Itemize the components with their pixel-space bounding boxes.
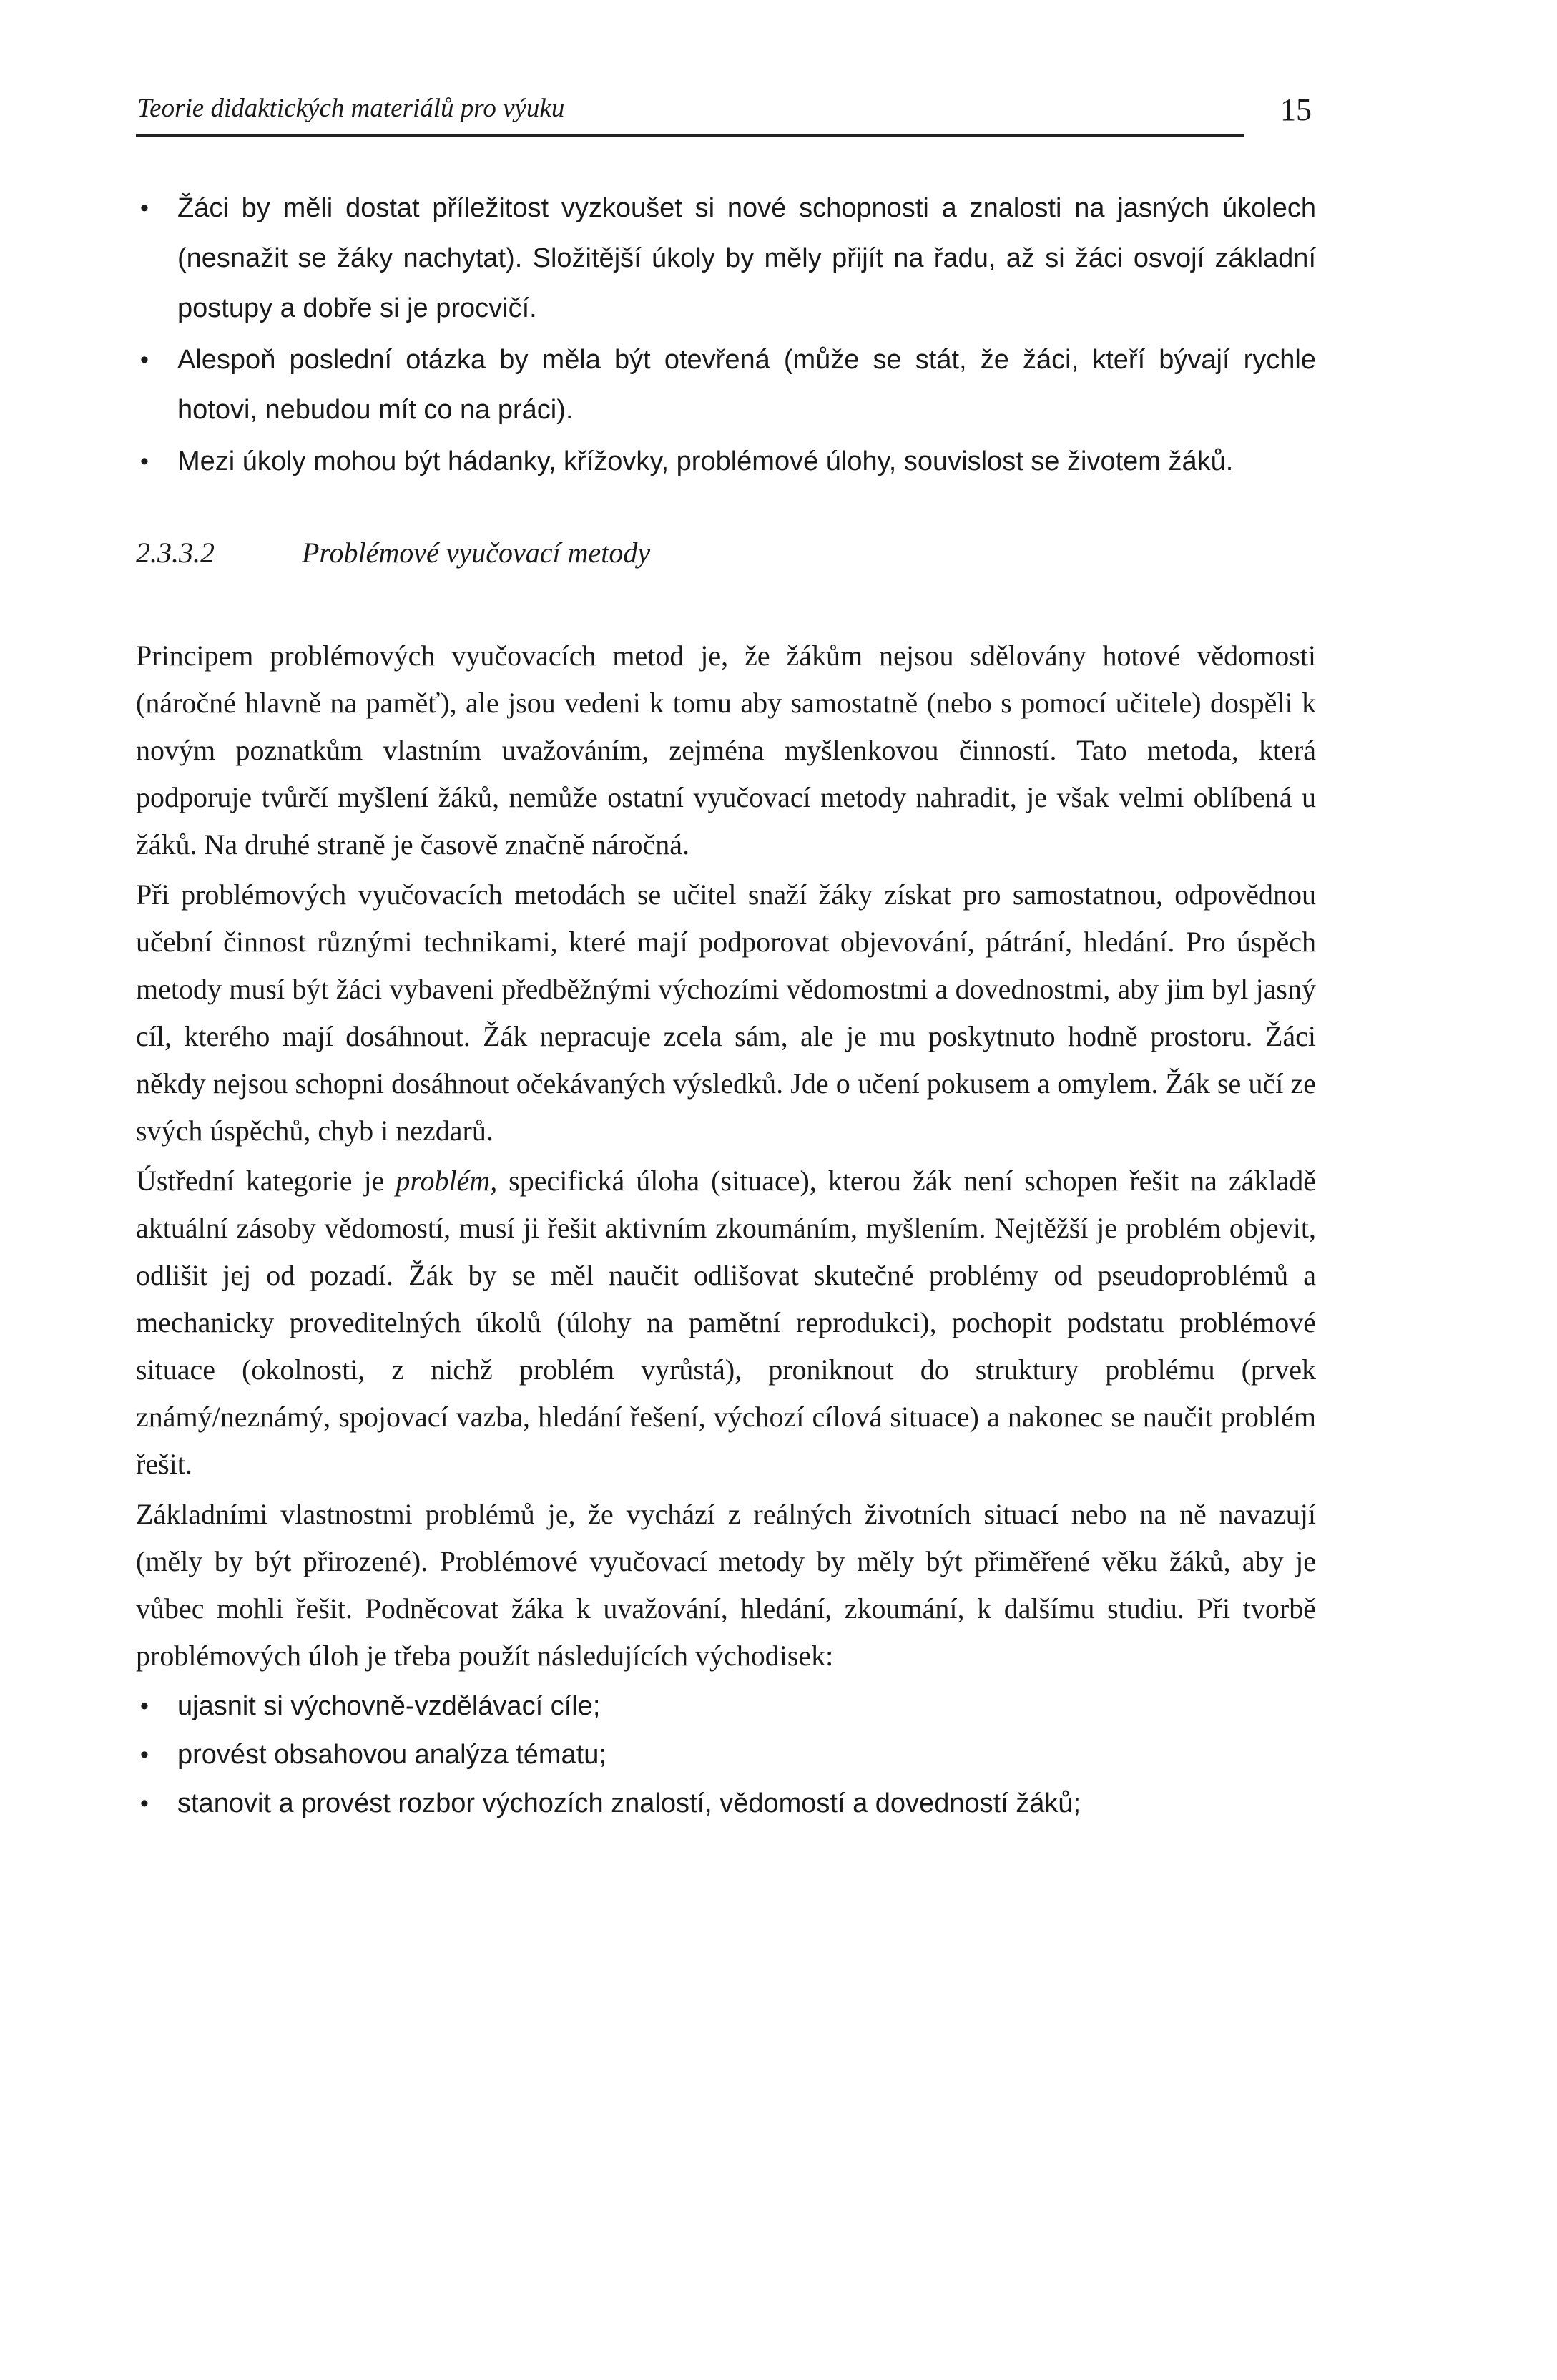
list-item xyxy=(136,436,1316,486)
bullet-list-bottom xyxy=(136,1683,1316,1827)
list-item xyxy=(136,1683,1316,1730)
paragraph-text: Ústřední kategorie je xyxy=(136,1165,396,1197)
paragraph: Principem problémových vyučovacích metod je, že žákům nejsou sdělovány hotové vědomosti (náročné hlavně na paměť), ale jsou vedeni k tomu aby samostatně (nebo s pomocí učitele) dospěli k novým poznatkům vlastním uvažováním, zejména myšlenkovou činností. Tato metoda, která podporuje tvůrčí myšlení žáků, nemůže ostatní vyučovací metody nahradit, je však velmi oblíbená u žáků. Na druhé straně je časově značně náročná. xyxy=(136,640,1316,861)
bullet-icon: • xyxy=(140,1693,149,1720)
bullet-icon: • xyxy=(140,1790,149,1817)
bullet-icon: • xyxy=(140,1741,149,1768)
page-number: 15 xyxy=(1280,92,1312,127)
paragraph: Při problémových vyučovacích metodách se učitel snaží žáky získat pro samostatnou, odpovědnou učební činnost různými technikami, které mají podporovat objevování, pátrání, hledání. Pro úspěch metody musí být žáci vybaveni předběžnými výchozími vědomostmi a dovednostmi, aby jim byl jasný cíl, kterého mají dosáhnout. Žák nepracuje zcela sám, ale je mu poskytnuto hodně prostoru. Žáci někdy nejsou schopni dosáhnout očekávaných výsledků. Jde o učení pokusem a omylem. Žák se učí ze svých úspěchů, chyb i nezdarů. xyxy=(136,878,1316,1147)
bullet-icon: • xyxy=(140,195,149,222)
bullet-icon: • xyxy=(140,346,149,373)
list-item-text: Alespoň poslední otázka by měla být otevřená (může se stát, že žáci, kteří bývají rychle hotovi, nebudou mít co na práci). xyxy=(177,345,1316,425)
paragraph-text: specifická úloha (situace), kterou žák není schopen řešit na základě aktuální zásoby vědomostí, musí ji řešit aktivním zkoumáním, myšlením. Nejtěžší je problém objevit, odlišit jej od pozadí. Žák by se měl naučit odlišovat skutečné problémy od pseudoproblémů a mechanicky proveditelných úkolů (úlohy na pamětní reprodukci), pochopit podstatu problémové situace (okolnosti, z nichž problém vyrůstá), proniknout do struktury problému (prvek známý/neznámý, spojovací vazba, hledání řešení, výchozí cílová situace) a nakonec se naučit problém řešit. xyxy=(136,1165,1317,1480)
paragraph: Základními vlastnostmi problémů je, že vychází z reálných životních situací nebo na ně navazují (měly by být přirozené). Problémové vyučovací metody by měly být přiměřené věku žáků, aby je vůbec mohli řešit. Podněcovat žáka k uvažování, hledání, zkoumání, k dalšímu studiu. Při tvorbě problémových úloh je třeba použít následujících východisek: xyxy=(136,1498,1316,1672)
section-number: 2.3.3.2 xyxy=(136,537,215,569)
emphasized-term: problém, xyxy=(396,1165,498,1197)
list-item-text: ujasnit si výchovně-vzdělávací cíle; xyxy=(177,1691,601,1721)
bullet-list-top xyxy=(136,183,1316,486)
list-item-text: Žáci by měli dostat příležitost vyzkoušet si nové schopnosti a znalosti na jasných úkolech (nesnažit se žáky nachytat). Složitější úkoly by měly přijít na řadu, až si žáci osvojí základní postupy a dobře si je procvičí. xyxy=(177,193,1316,323)
running-header xyxy=(136,84,1244,142)
list-item-text: Mezi úkoly mohou být hádanky, křížovky, problémové úlohy, souvislost se životem žáků. xyxy=(177,446,1234,476)
list-item xyxy=(136,1731,1316,1778)
paragraph xyxy=(136,1157,1316,1488)
header-rule xyxy=(136,134,1244,137)
page-body xyxy=(136,183,1316,1828)
list-item xyxy=(136,1780,1316,1827)
bullet-icon: • xyxy=(140,448,149,475)
list-item-text: stanovit a provést rozbor výchozích znalostí, vědomostí a dovedností žáků; xyxy=(177,1788,1081,1818)
section-heading xyxy=(136,528,1316,578)
section-title: Problémové vyučovací metody xyxy=(302,537,651,569)
header-title: Teorie didaktických materiálů pro výuku xyxy=(137,94,565,123)
list-item xyxy=(136,183,1316,333)
list-item xyxy=(136,335,1316,435)
list-item-text: provést obsahovou analýza tématu; xyxy=(177,1740,606,1770)
